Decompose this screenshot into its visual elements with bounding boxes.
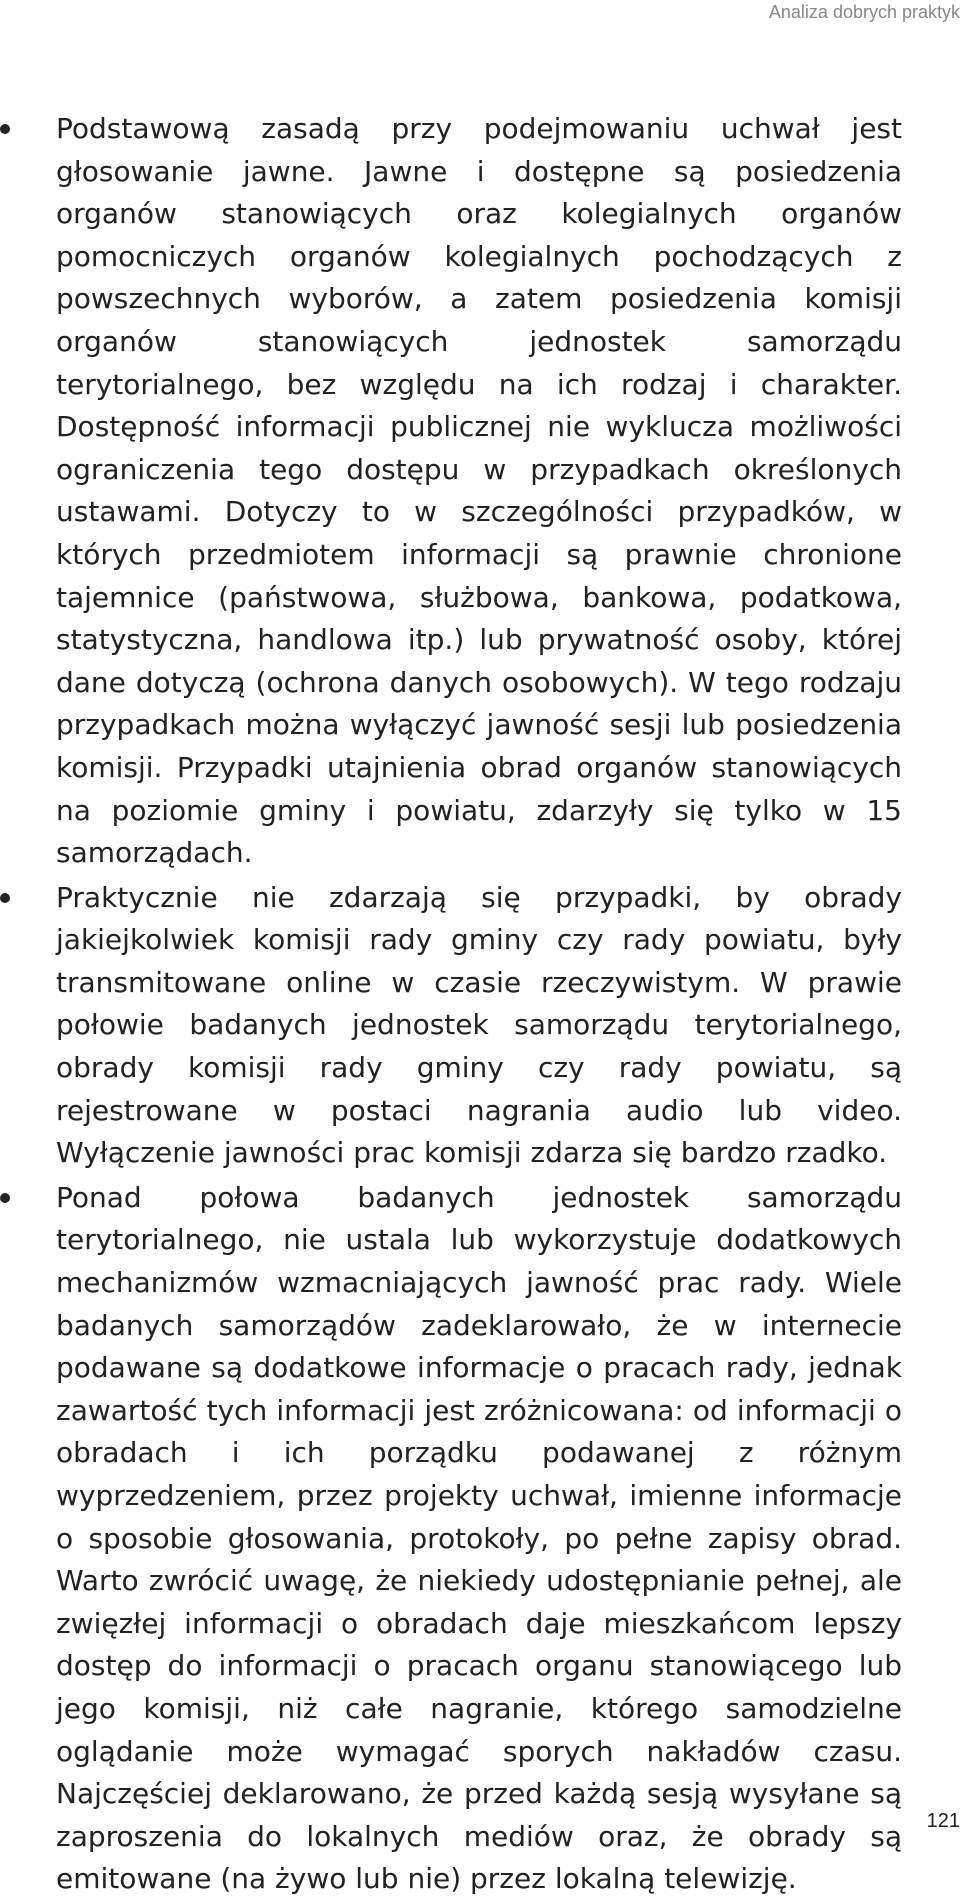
bullet-dot-icon	[0, 124, 10, 134]
running-header: Analiza dobrych praktyk	[768, 2, 960, 22]
bullet-item-2	[0, 877, 902, 1175]
bullet-list	[0, 108, 960, 1901]
bullet-dot-icon	[0, 1193, 10, 1203]
bullet-text: Ponad połowa badanych jednostek samorządu terytorialnego, nie ustala lub wykorzystuje dodatkowych mechanizmów wzmacniających jawność prac rady. Wiele badanych samorządów zadeklarowało, że w internecie podawane są dodatkowe informacje o pracach rady, jednak zawartość tych informacji jest zróżnicowana: od informacji o obradach i ich porządku podawanej z różnym wyprzedzeniem, przez projekty uchwał, imienne informacje o sposobie głosowania, protokoły, po pełne zapisy obrad. Warto zwrócić uwagę, że niekiedy udostępnianie pełnej, ale zwięzłej informacji o obradach daje mieszkańcom lepszy dostęp do informacji o pracach organu stanowiącego lub jego komisji, niż całe nagranie, którego samodzielne oglądanie może wymagać sporych nakładów czasu. Najczęściej deklarowano, że przed każdą sesją wysyłane są zaproszenia do lokalnych mediów oraz, że obrady są emitowane (na żywo lub nie) przez lokalną telewizję.	[56, 1180, 902, 1896]
bullet-text: Podstawową zasadą przy podejmowaniu uchwał jest głosowanie jawne. Jawne i dostępne są posiedzenia organów stanowiących oraz kolegialnych organów pomocniczych organów kolegialnych pochodzących z powszechnych wyborów, a zatem posiedzenia komisji organów stanowiących jednostek samorządu terytorialnego, bez względu na ich rodzaj i charakter. Dostępność informacji publicznej nie wyklucza możliwości ograniczenia tego dostępu w przypadkach określonych ustawami. Dotyczy to w szczególności przypadków, w których przedmiotem informacji są prawnie chronione tajemnice (państwowa, służbowa, bankowa, podatkowa, statystyczna, handlowa itp.) lub prywatność osoby, której dane dotyczą (ochrona danych osobowych). W tego rodzaju przypadkach można wyłączyć jawność sesji lub posiedzenia komisji. Przypadki utajnienia obrad organów stanowiących na poziomie gminy i powiatu, zdarzyły się tylko w 15 samorządach.	[56, 112, 902, 870]
bullet-text: Praktycznie nie zdarzają się przypadki, by obrady jakiejkolwiek komisji rady gminy czy rady powiatu, były transmitowane online w czasie rzeczywistym. W prawie połowie badanych jednostek samorządu terytorialnego, obrady komisji rady gminy czy rady powiatu, są rejestrowane w postaci nagrania audio lub video. Wyłączenie jawności prac komisji zdarza się bardzo rzadko.	[56, 880, 902, 1170]
bullet-dot-icon	[0, 893, 10, 903]
bullet-item-1	[0, 108, 902, 875]
page-body	[0, 108, 960, 1903]
page-number: 121	[926, 1810, 960, 1832]
bullet-item-3	[0, 1177, 902, 1901]
